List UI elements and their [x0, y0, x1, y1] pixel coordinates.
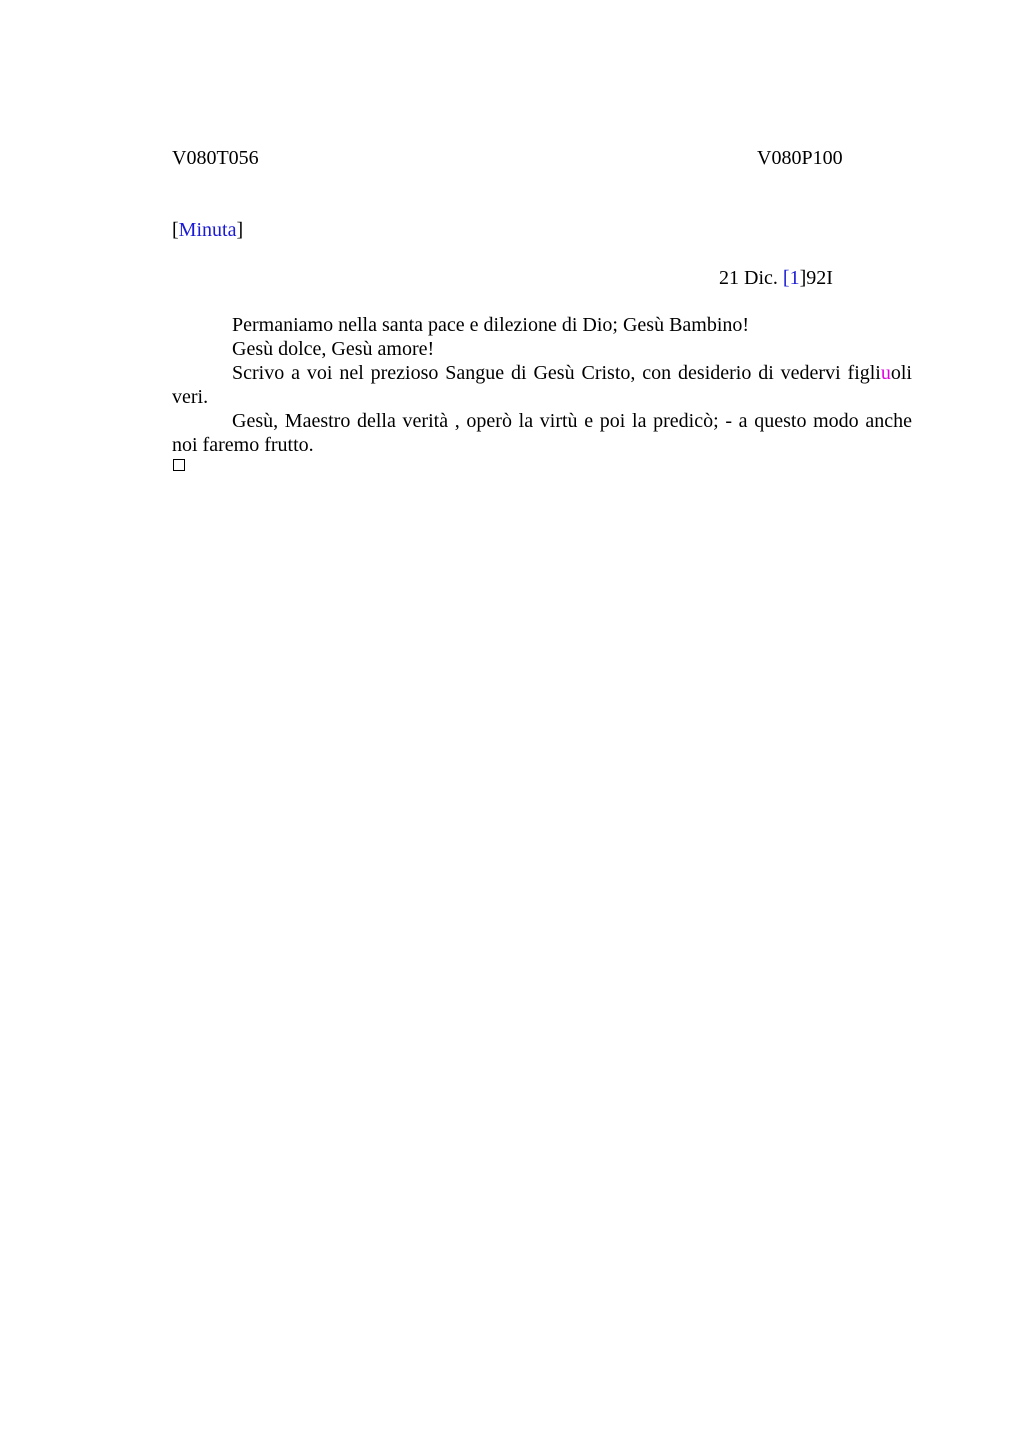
paragraph-4: Gesù, Maestro della verità , operò la virtù e poi la predicò; - a questo modo anche noi faremo frutto.: [172, 410, 912, 456]
document-type-label: [172, 218, 243, 242]
paragraph-3-inserted-letter: u: [880, 362, 891, 384]
paragraph-2: Gesù dolce, Gesù amore!: [232, 338, 435, 360]
document-code-right: V080P100: [757, 147, 843, 169]
document-code-left: V080T056: [172, 147, 259, 169]
label-open-bracket: [: [172, 219, 179, 241]
paragraph-3: [172, 361, 912, 409]
letter-body: [172, 313, 912, 457]
label-close-bracket: ]: [236, 219, 244, 241]
letter-date: [719, 266, 833, 290]
empty-square-icon: [173, 459, 185, 471]
paragraph-1: Permaniamo nella santa pace e dilezione di Dio; Gesù Bambino!: [232, 314, 750, 336]
date-inserted-digit: 1: [789, 267, 800, 289]
paragraph-3-text-a: Scrivo a voi nel prezioso Sangue di Gesù Cristo, con desiderio di vedervi figli: [232, 362, 881, 384]
label-text: Minuta: [178, 219, 237, 241]
date-bracket-open: [: [782, 267, 790, 289]
date-bracket-close: ]: [799, 267, 807, 289]
date-prefix: 21 Dic.: [719, 267, 783, 289]
date-suffix: 92I: [806, 267, 833, 289]
paragraph-3-text-b: oli veri.: [172, 362, 912, 408]
